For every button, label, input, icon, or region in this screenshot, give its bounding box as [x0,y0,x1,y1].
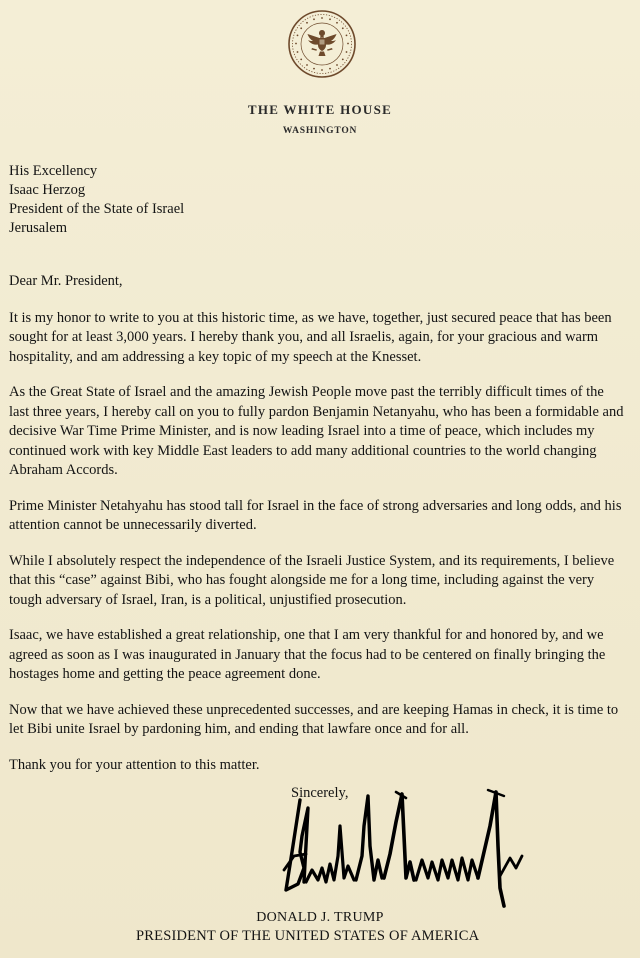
letterhead-title: THE WHITE HOUSE [247,102,393,117]
presidential-seal-icon [286,8,358,80]
addressee-line: Jerusalem [9,220,67,236]
body-paragraph: While I absolutely respect the independence of the Israeli Justice System, and its requirements, I believe that this “case” against Bibi, who has fought alongside me for a long time, including against the very tough adversary of Israel, Iran, is a political, unjustified prosecution. [9,552,615,608]
body-paragraph: Isaac, we have established a great relationship, one that I am very thankful for and honored by, and we agreed as soon as I was inaugurated in January that the focus had to be centered on finally bringing the hostages home and getting the peace agreement done. [9,627,606,682]
salutation: Dear Mr. President, [9,273,123,289]
body-paragraph: It is my honor to write to you at this historic time, as we have, together, just secured peace that has been sought for at least 3,000 years. I hereby thank you, and all Israelis, again, for your gracious and warm hospitality, and am addressing a key topic of my speech at the Knesset. [9,309,612,365]
addressee-line: President of the State of Israel [9,201,185,217]
body-paragraph: Thank you for your attention to this matter. [9,756,260,773]
body-paragraph: Prime Minister Netahyahu has stood tall for Israel in the face of strong adversaries and long odds, and his attention cannot be unnecessarily diverted. [9,497,622,533]
signatory-name: DONALD J. TRUMP [256,910,384,925]
body-paragraph: Now that we have achieved these unprecedented successes, and are keeping Hamas in check, it is time to let Bibi unite Israel by pardoning him, and ending that lawfare once and for all. [9,701,619,737]
addressee-line: His Excellency [9,163,98,179]
handwritten-signature-icon [278,786,534,914]
signatory-title: PRESIDENT OF THE UNITED STATES OF AMERICA [136,928,480,944]
addressee-line: Isaac Herzog [9,182,86,198]
addressee-block [9,162,184,238]
closing: Sincerely, [291,785,349,801]
body-paragraph: As the Great State of Israel and the amazing Jewish People move past the terribly difficult times of the last three years, I hereby call on you to fully pardon Benjamin Netanyahu, who has been a formidable and decisive War Time Prime Minister, and is now leading Israel into a time of peace, which includes my continued work with key Middle East leaders to add many additional countries to the world changing Abraham Accords. [9,384,624,478]
letterhead-subtitle: WASHINGTON [282,126,358,136]
letter-body [9,272,627,791]
